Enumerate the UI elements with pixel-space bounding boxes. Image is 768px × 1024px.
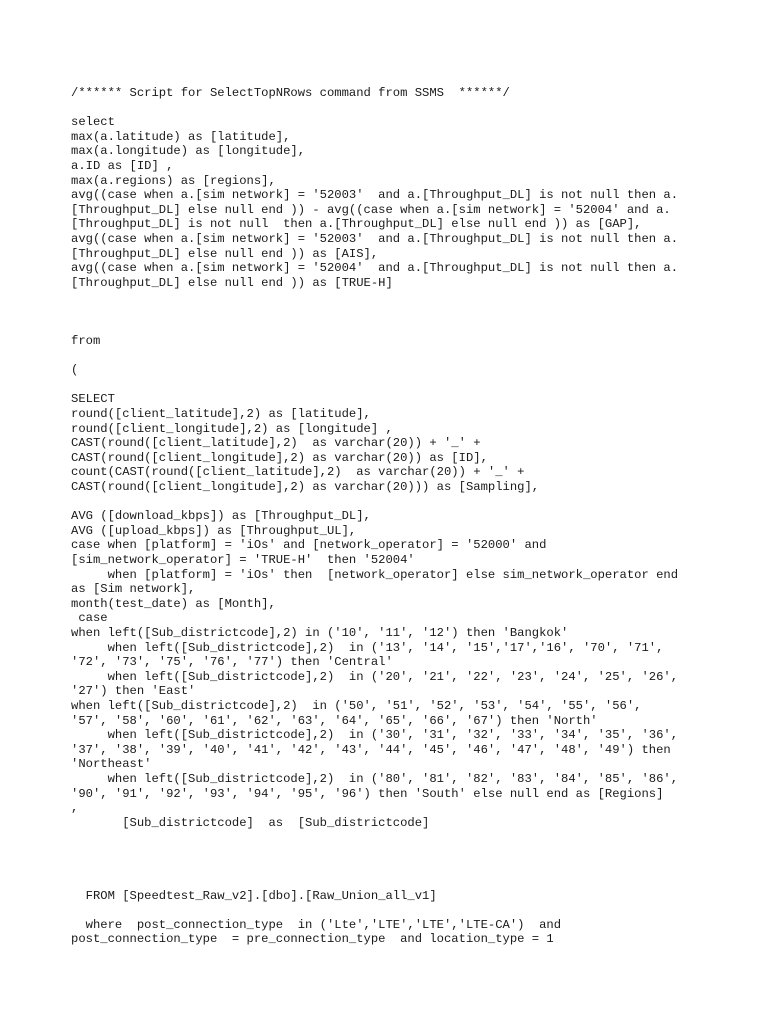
code-line: round([client_latitude],2) as [latitude], <box>71 407 371 422</box>
code-line: avg((case when a.[sim network] = '52003' and a.[Throughput_DL] is not null then a. <box>71 188 679 203</box>
code-line <box>71 378 711 393</box>
code-line: select <box>71 115 115 130</box>
code-line: avg((case when a.[sim network] = '52004' and a.[Throughput_DL] is not null then a. <box>71 261 679 276</box>
code-line: [Throughput_DL] is not null then a.[Throughput_DL] else null end )) as [GAP], <box>71 217 642 232</box>
code-line: when left([Sub_districtcode],2) in ('30', '31', '32', '33', '34', '35', '36', <box>71 728 679 743</box>
code-line: when left([Sub_districtcode],2) in ('50', '51', '52', '53', '54', '55', '56', <box>71 698 642 713</box>
code-line: case <box>71 611 108 626</box>
code-line: CAST(round([client_longitude],2) as varchar(20))) as [Sampling], <box>71 480 540 495</box>
code-line: [Throughput_DL] else null end )) - avg((case when a.[sim network] = '52004' and a. <box>71 202 671 217</box>
code-line <box>71 874 711 889</box>
code-line: CAST(round([client_latitude],2) as varchar(20)) + '_' + <box>71 436 481 451</box>
code-line <box>71 349 711 364</box>
code-line: , <box>71 801 79 816</box>
code-line <box>71 320 711 335</box>
code-line: '57', '58', '60', '61', '62', '63', '64', '65', '66', '67') then 'North' <box>71 713 598 728</box>
code-line: [Throughput_DL] else null end )) as [TRUE-H] <box>71 275 393 290</box>
code-line: from <box>71 334 101 349</box>
code-line: when left([Sub_districtcode],2) in ('13', '14', '15','17','16', '70', '71', <box>71 640 664 655</box>
code-line: a.ID as [ID] , <box>71 158 174 173</box>
code-line: count(CAST(round([client_latitude],2) as varchar(20)) + '_' + <box>71 465 525 480</box>
code-line <box>71 101 711 116</box>
code-line <box>71 830 711 845</box>
code-line: FROM [Speedtest_Raw_v2].[dbo].[Raw_Union_all_v1] <box>71 888 437 903</box>
code-line: AVG ([upload_kbps]) as [Throughput_UL], <box>71 523 357 538</box>
code-line: [Sub_districtcode] as [Sub_districtcode] <box>71 815 430 830</box>
code-line: where post_connection_type in ('Lte','LTE','LTE','LTE-CA') and <box>71 917 562 932</box>
code-line: CAST(round([client_longitude],2) as varchar(20)) as [ID], <box>71 450 488 465</box>
code-line: /****** Script for SelectTopNRows command from SSMS ******/ <box>71 86 510 100</box>
code-line: when [platform] = 'iOs' then [network_operator] else sim_network_operator end <box>71 567 679 582</box>
code-line: [Throughput_DL] else null end )) as [AIS], <box>71 246 379 261</box>
code-line <box>71 845 711 860</box>
code-line: when left([Sub_districtcode],2) in ('80', '81', '82', '83', '84', '85', '86', <box>71 771 679 786</box>
code-line: when left([Sub_districtcode],2) in ('10', '11', '12') then 'Bangkok' <box>71 625 569 640</box>
code-line: avg((case when a.[sim network] = '52003' and a.[Throughput_DL] is not null then a. <box>71 231 679 246</box>
code-line <box>71 495 711 510</box>
code-line: month(test_date) as [Month], <box>71 596 276 611</box>
code-line: as [Sim network], <box>71 582 196 597</box>
code-line: '90', '91', '92', '93', '94', '95', '96') then 'South' else null end as [Regions] <box>71 786 664 801</box>
sql-script-text <box>71 86 711 947</box>
code-line: max(a.longitude) as [longitude], <box>71 144 306 159</box>
code-line: case when [platform] = 'iOs' and [network_operator] = '52000' and <box>71 538 547 553</box>
code-line <box>71 305 711 320</box>
code-line: when left([Sub_districtcode],2) in ('20', '21', '22', '23', '24', '25', '26', <box>71 669 679 684</box>
code-line: max(a.latitude) as [latitude], <box>71 129 291 144</box>
code-line: '37', '38', '39', '40', '41', '42', '43', '44', '45', '46', '47', '48', '49') then <box>71 742 671 757</box>
code-line <box>71 859 711 874</box>
code-line: post_connection_type = pre_connection_type and location_type = 1 <box>71 932 554 947</box>
code-line: ( <box>71 363 79 378</box>
code-line <box>71 903 711 918</box>
code-line: SELECT <box>71 392 115 407</box>
code-line <box>71 290 711 305</box>
code-line: '27') then 'East' <box>71 684 196 699</box>
code-line: [sim_network_operator] = 'TRUE-H' then '52004' <box>71 553 415 567</box>
code-line: max(a.regions) as [regions], <box>71 173 276 188</box>
code-line: round([client_longitude],2) as [longitude] , <box>71 421 393 436</box>
code-line: '72', '73', '75', '76', '77') then 'Central' <box>71 655 393 670</box>
code-line: 'Northeast' <box>71 757 152 772</box>
code-line: AVG ([download_kbps]) as [Throughput_DL], <box>71 509 371 524</box>
